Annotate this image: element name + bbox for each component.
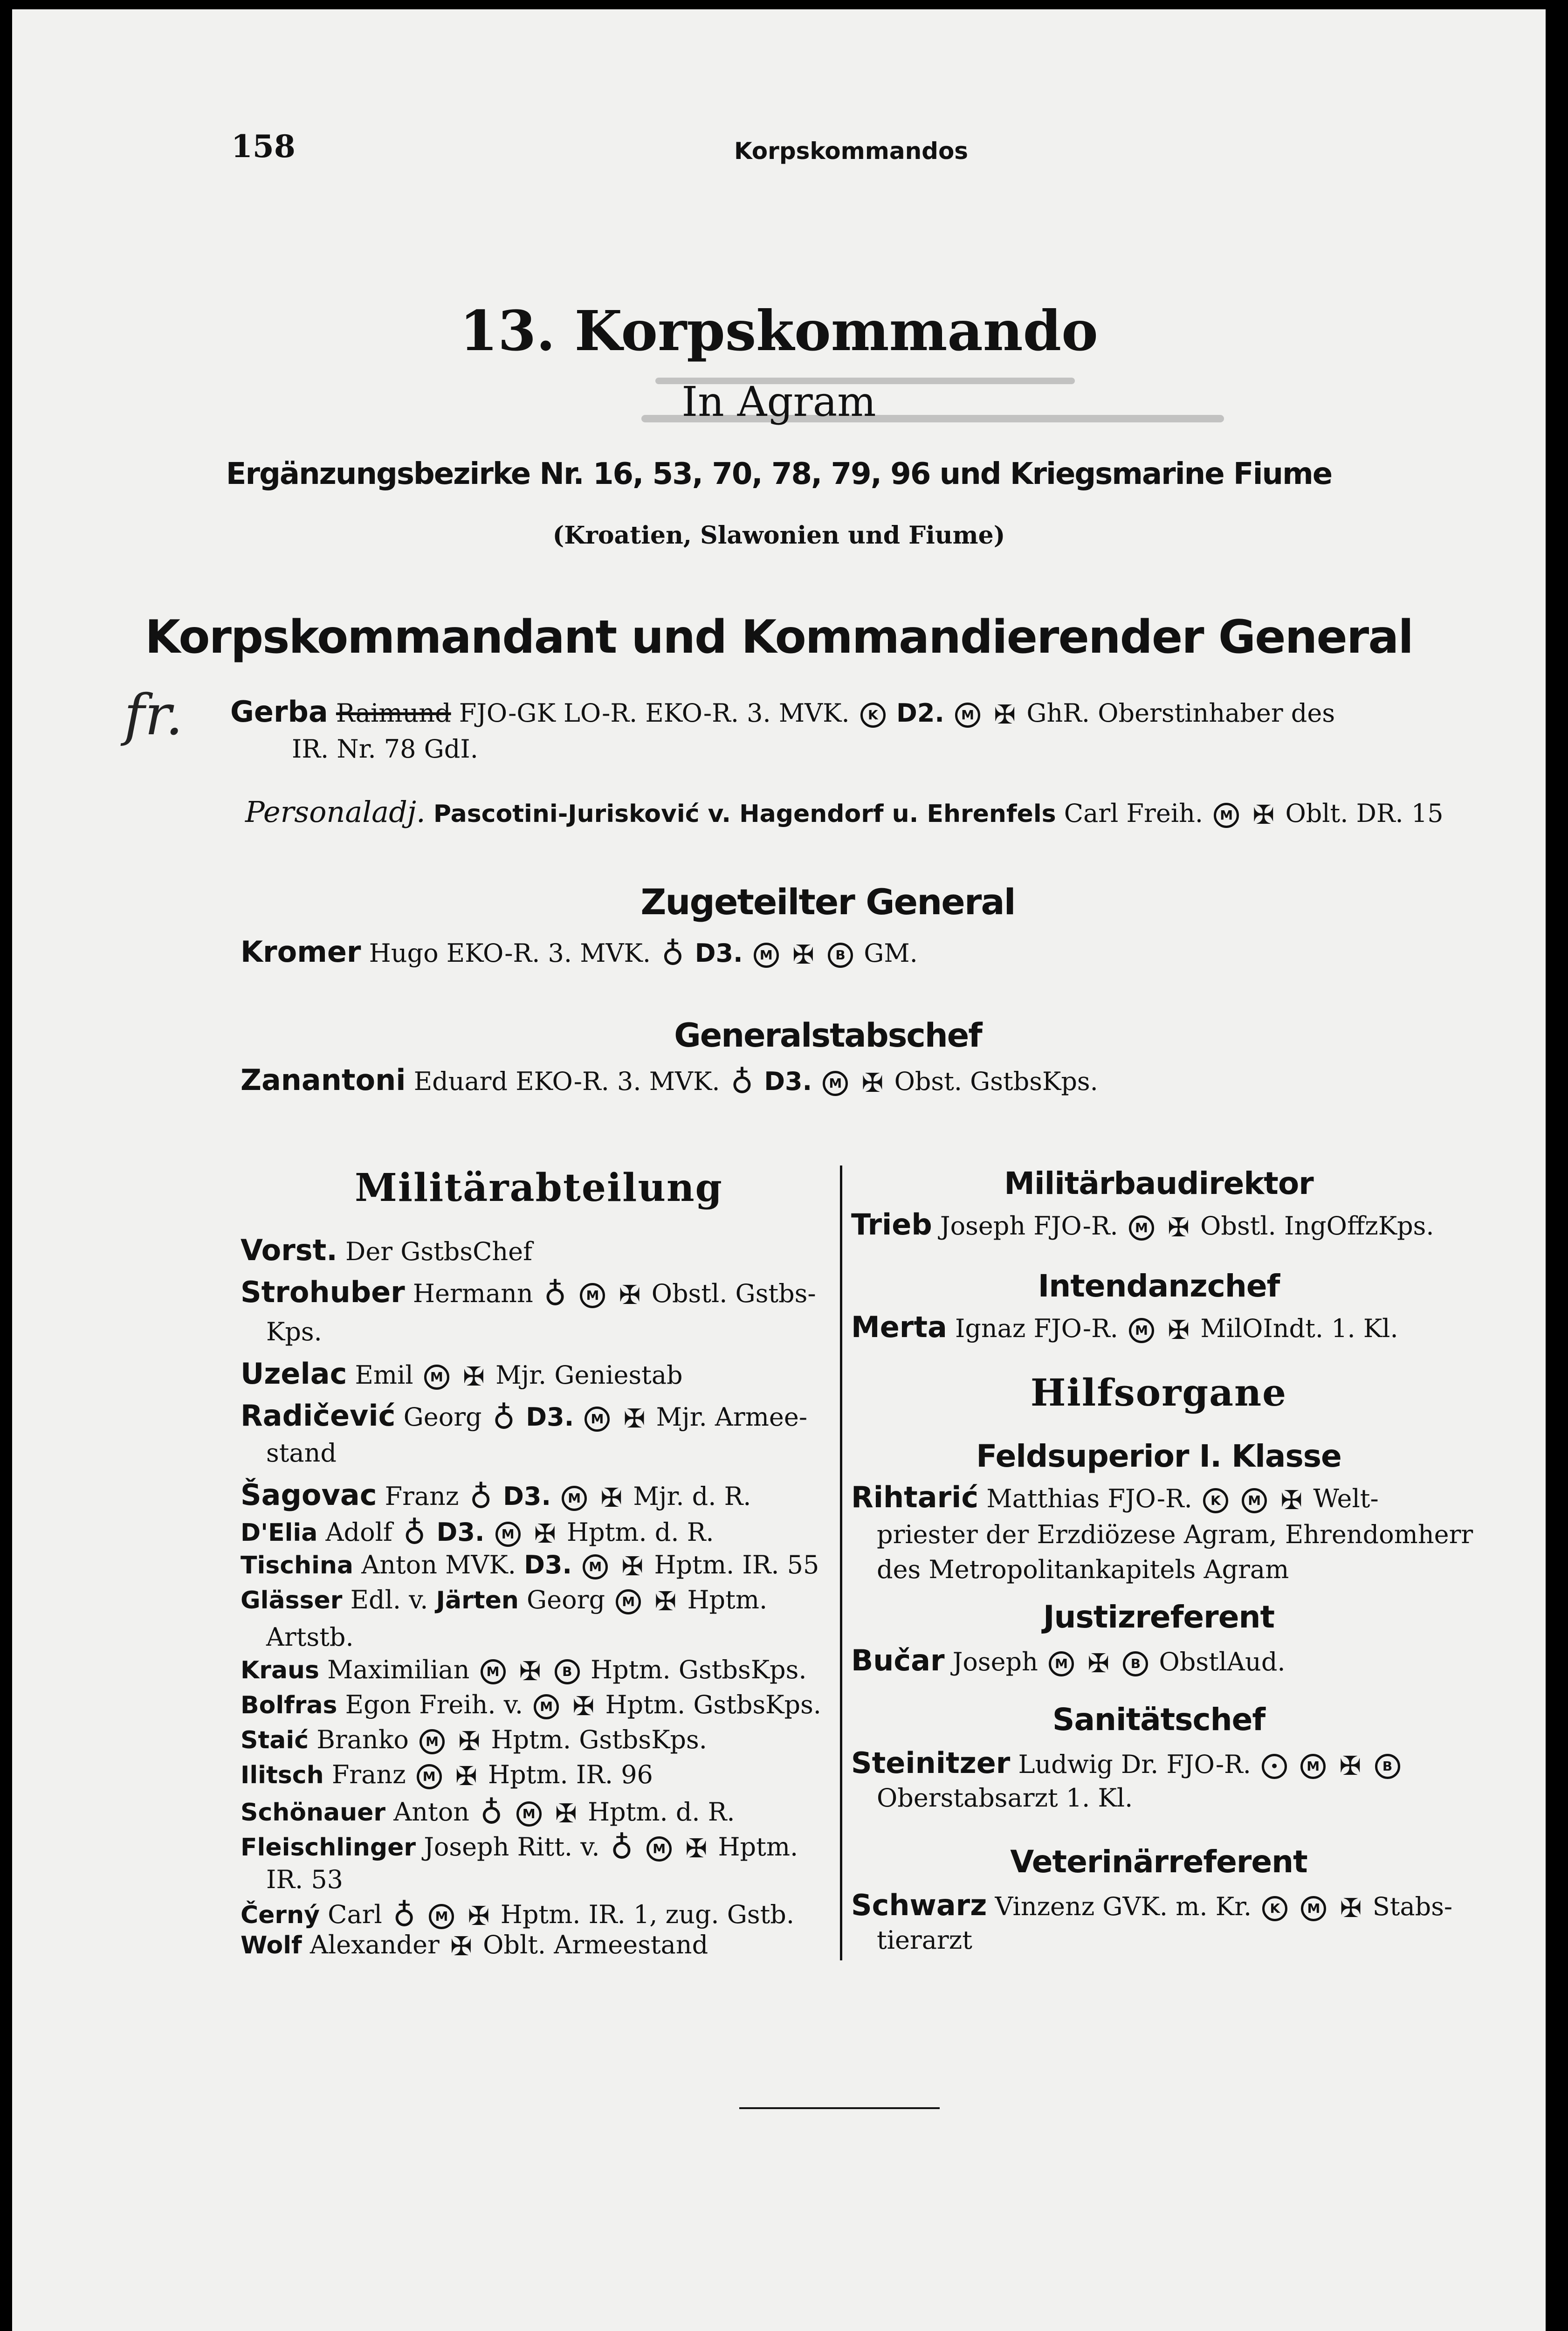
entry-given: Joseph — [424, 1832, 509, 1862]
entry-given: Anton — [393, 1797, 469, 1827]
hilfsorgane-heading: Hilfsorgane — [1030, 1371, 1287, 1414]
entry-name: Fleischlinger — [241, 1834, 416, 1862]
list-item — [241, 1478, 751, 1515]
m-circle-icon: M — [1214, 803, 1239, 828]
m-circle-icon: M — [424, 1365, 449, 1390]
entry-given: Joseph FJO-R. — [940, 1211, 1118, 1241]
cross-icon: ✠ — [450, 1931, 472, 1962]
list-item — [241, 1550, 819, 1582]
entry-rank: Mjr. Armee- — [656, 1402, 808, 1432]
m-circle-icon: M — [1129, 1215, 1154, 1241]
entry-particle: Ritt. v. — [517, 1832, 600, 1862]
m-circle-icon: M — [823, 1071, 848, 1096]
m-circle-icon: M — [481, 1659, 506, 1684]
entry-given: Ludwig Dr. FJO-R. — [1018, 1750, 1251, 1779]
chief-name: Zanantoni — [241, 1063, 406, 1097]
entry-particle: Edl. v. — [350, 1585, 428, 1614]
cross-icon: ✠ — [1280, 1485, 1303, 1516]
entry-rank: Hptm. IR. 1, zug. Gstb. — [500, 1900, 795, 1929]
entry-name: Šagovac — [241, 1478, 377, 1512]
entry-rank: Oblt. Armeestand — [483, 1930, 708, 1959]
list-item — [241, 1233, 532, 1267]
entry-detail: Der GstbsChef — [345, 1237, 533, 1266]
entry-rank: ObstlAud. — [1159, 1647, 1286, 1676]
list-item-cont: priester der Erzdiözese Agram, Ehrendomherr — [877, 1520, 1473, 1549]
general-given: Hugo — [369, 938, 439, 968]
b-circle-icon: B — [1123, 1651, 1148, 1676]
entry-name: Staić — [241, 1726, 309, 1754]
entry-rank: Hptm. d. R. — [566, 1517, 714, 1547]
entry-name: Vorst. — [241, 1233, 337, 1267]
entry-given: Branko — [316, 1725, 409, 1754]
cross-icon: ✠ — [1339, 1751, 1362, 1781]
m-circle-icon: M — [955, 703, 980, 728]
list-item — [241, 1795, 735, 1831]
chief-decorations: EKO-R. 3. MVK. — [516, 1067, 720, 1096]
m-circle-icon: M — [495, 1522, 521, 1547]
list-item — [241, 1690, 821, 1722]
m-circle-icon: M — [1049, 1651, 1074, 1676]
entry-d: D3. — [524, 1550, 572, 1579]
entry-name: Merta — [851, 1310, 947, 1344]
justiz-heading: Justizreferent — [1043, 1599, 1275, 1635]
entry-rank: Hptm. — [718, 1832, 798, 1862]
entry-given: Ignaz FJO-R. — [955, 1314, 1118, 1343]
medal-icon: ♁ — [661, 936, 684, 972]
list-item-cont: IR. 53 — [266, 1865, 344, 1894]
cross-icon: ✠ — [861, 1068, 884, 1098]
list-item — [241, 1930, 708, 1962]
chief-of-staff-entry — [241, 1063, 1098, 1100]
entry-rank: Hptm. GstbsKps. — [605, 1690, 821, 1719]
list-item-cont: Kps. — [266, 1317, 322, 1346]
cross-icon: ✠ — [572, 1691, 595, 1722]
list-item — [241, 1830, 798, 1866]
cross-icon: ✠ — [623, 1404, 646, 1434]
entry-name: Černý — [241, 1901, 320, 1929]
margin-note: fr. — [124, 683, 183, 748]
cross-icon: ✠ — [1340, 1893, 1362, 1924]
recruitment-districts: Ergänzungsbezirke Nr. 16, 53, 70, 78, 79, 96 und Kriegsmarine Fiume — [226, 457, 1332, 491]
commander-d: D2. — [896, 698, 944, 728]
entry-name: Radičević — [241, 1399, 396, 1433]
medal-icon: ♁ — [469, 1479, 492, 1515]
general-d: D3. — [695, 938, 743, 968]
b-circle-icon: B — [1375, 1754, 1400, 1779]
m-circle-icon: M — [1129, 1318, 1154, 1343]
commander-rank: GhR. Oberstinhaber des — [1026, 698, 1335, 728]
m-circle-icon: M — [420, 1729, 445, 1754]
medal-icon: ♁ — [730, 1064, 754, 1100]
entry-name: Bučar — [851, 1643, 945, 1677]
cross-icon: ✠ — [1252, 800, 1275, 830]
running-title: Korpskommandos — [734, 138, 969, 165]
entry-given: Franz — [331, 1760, 406, 1789]
entry-name: Trieb — [851, 1207, 932, 1241]
m-circle-icon: M — [429, 1904, 454, 1929]
b-circle-icon: B — [555, 1659, 580, 1684]
cross-icon: ✠ — [621, 1552, 644, 1582]
cross-icon: ✠ — [468, 1901, 490, 1931]
cross-icon: ✠ — [600, 1483, 623, 1513]
cross-icon: ✠ — [1087, 1648, 1110, 1679]
cross-icon: ✠ — [458, 1726, 481, 1757]
list-item-cont: tierarzt — [877, 1925, 972, 1955]
entry-name: Ilitsch — [241, 1761, 324, 1789]
cross-icon: ✠ — [455, 1761, 477, 1792]
cross-icon: ✠ — [654, 1586, 677, 1617]
k-circle-icon: K — [1203, 1488, 1228, 1513]
entry-name: Strohuber — [241, 1275, 405, 1309]
entry-name: Kraus — [241, 1656, 319, 1684]
column-divider — [840, 1166, 842, 1960]
medal-icon: ♁ — [610, 1830, 633, 1866]
veterinar-heading: Veterinärreferent — [1010, 1844, 1307, 1880]
entry-rank: Obstl. IngOffzKps. — [1200, 1211, 1434, 1241]
commander-name: Gerba — [230, 695, 328, 729]
assigned-general-heading: Zugeteilter General — [640, 881, 1015, 923]
entry-rank: MilOIndt. 1. Kl. — [1200, 1314, 1398, 1343]
adjutant-given: Carl Freih. — [1064, 799, 1204, 828]
adjutant-rank: Oblt. DR. 15 — [1285, 799, 1444, 828]
entry-name: Bolfras — [241, 1691, 337, 1719]
k-circle-icon: K — [860, 703, 886, 728]
list-item — [241, 1515, 714, 1551]
cross-icon: ✠ — [534, 1519, 556, 1549]
list-item-cont: Oberstabsarzt 1. Kl. — [877, 1783, 1133, 1813]
m-circle-icon: M — [616, 1589, 641, 1614]
list-item — [851, 1310, 1398, 1345]
dot-circle-icon: • — [1262, 1754, 1287, 1779]
adjutant-name: Pascotini-Jurisković v. Hagendorf u. Ehrenfels — [433, 800, 1056, 828]
entry-given: Anton MVK. — [361, 1550, 516, 1579]
entry-given: Maximilian — [327, 1655, 470, 1684]
medal-icon: ♁ — [543, 1276, 567, 1312]
entry-given: Emil — [355, 1360, 413, 1390]
entry-rank: Mjr. d. R. — [633, 1482, 751, 1511]
entry-given: Carl — [328, 1900, 382, 1929]
sanitat-heading: Sanitätschef — [1052, 1702, 1265, 1738]
entry-name: Schönauer — [241, 1799, 386, 1827]
cross-icon: ✠ — [685, 1834, 708, 1864]
commander-entry-cont: IR. Nr. 78 GdI. — [292, 734, 478, 764]
entry-rank: Mjr. Geniestab — [495, 1360, 683, 1390]
entry-name: Glässer — [241, 1586, 343, 1614]
entry-rank: Hptm. — [687, 1585, 768, 1614]
entry-given: Vinzenz GVK. m. Kr. — [995, 1892, 1252, 1921]
bottom-rule — [739, 2107, 940, 2109]
commander-entry — [230, 695, 1335, 730]
entry-given: Adolf — [325, 1517, 392, 1547]
page-title: 13. Korpskommando — [460, 298, 1098, 363]
general-decorations: EKO-R. 3. MVK. — [446, 938, 651, 968]
entry-rank: Hptm. GstbsKps. — [491, 1725, 707, 1754]
list-item — [241, 1357, 683, 1392]
m-circle-icon: M — [417, 1764, 442, 1789]
intendanz-heading: Intendanzchef — [1038, 1268, 1280, 1304]
commander-decorations: FJO-GK LO-R. EKO-R. 3. MVK. — [459, 698, 850, 728]
list-item — [241, 1585, 767, 1617]
commander-struck-name: Raimund — [336, 698, 451, 728]
entry-d: D3. — [526, 1402, 574, 1432]
baudirektor-heading: Militärbaudirektor — [1004, 1166, 1314, 1201]
entry-name: Uzelac — [241, 1357, 347, 1391]
cross-icon: ✠ — [1168, 1213, 1190, 1243]
feldsuperior-heading: Feldsuperior I. Klasse — [976, 1438, 1341, 1474]
entry-d: D3. — [503, 1482, 551, 1511]
m-circle-icon: M — [1301, 1896, 1326, 1921]
list-item — [241, 1760, 653, 1792]
chief-of-staff-heading: Generalstabschef — [674, 1016, 982, 1055]
entry-given: Georg — [403, 1402, 482, 1432]
regions-note: (Kroatien, Slawonien und Fiume) — [552, 521, 1005, 550]
m-circle-icon: M — [562, 1486, 587, 1511]
entry-given: Franz — [385, 1482, 459, 1511]
entry-name: Steinitzer — [851, 1746, 1011, 1780]
entry-rank: Hptm. IR. 96 — [488, 1760, 653, 1789]
m-circle-icon: M — [580, 1283, 605, 1308]
adjutant-label: Personaladj. — [245, 795, 426, 829]
entry-name: Rihtarić — [851, 1480, 979, 1514]
list-item — [241, 1725, 707, 1757]
m-circle-icon: M — [1300, 1754, 1326, 1779]
medal-icon: ♁ — [480, 1795, 503, 1831]
list-item — [241, 1275, 816, 1312]
m-circle-icon: M — [646, 1836, 672, 1862]
general-name: Kromer — [241, 935, 361, 969]
entry-name: Schwarz — [851, 1888, 987, 1922]
list-item-cont: stand — [266, 1438, 337, 1468]
left-column-heading: Militärabteilung — [355, 1166, 723, 1210]
entry-given: Egon Freih. v. — [345, 1690, 523, 1719]
cross-icon: ✠ — [994, 700, 1016, 730]
entry-rank: Hptm. IR. 55 — [654, 1550, 819, 1579]
list-item — [851, 1643, 1286, 1679]
m-circle-icon: M — [585, 1407, 610, 1432]
chief-given: Eduard — [413, 1067, 508, 1096]
entry-given: Alexander — [309, 1930, 440, 1959]
entry-name: Tischina — [241, 1552, 354, 1579]
k-circle-icon: K — [1262, 1896, 1287, 1921]
list-item-cont: des Metropolitankapitels Agram — [877, 1555, 1289, 1584]
b-circle-icon: B — [828, 943, 853, 968]
entry-rank: Hptm. GstbsKps. — [590, 1655, 807, 1684]
entry-name: Wolf — [241, 1931, 302, 1959]
cross-icon: ✠ — [1168, 1315, 1190, 1345]
entry-rank: Welt- — [1313, 1484, 1379, 1513]
m-circle-icon: M — [534, 1694, 559, 1719]
entry-rank: Obstl. Gstbs- — [651, 1279, 816, 1308]
cross-icon: ✠ — [463, 1362, 485, 1392]
m-circle-icon: M — [516, 1801, 542, 1827]
entry-rank: Hptm. d. R. — [587, 1797, 735, 1827]
entry-given: Matthias FJO-R. — [986, 1484, 1192, 1513]
entry-rank: Stabs- — [1372, 1892, 1453, 1921]
medal-icon: ♁ — [392, 1897, 416, 1933]
entry-given: Joseph — [952, 1647, 1038, 1676]
general-rank: GM. — [864, 938, 918, 968]
cross-icon: ✠ — [555, 1799, 577, 1829]
entry-given: Georg — [527, 1585, 605, 1614]
entry-d: D3. — [436, 1517, 485, 1547]
list-item — [851, 1888, 1452, 1924]
cross-icon: ✠ — [519, 1656, 541, 1687]
cross-icon: ✠ — [792, 940, 814, 970]
list-item — [851, 1207, 1434, 1243]
list-item — [241, 1655, 807, 1687]
scanned-page — [12, 9, 1546, 2331]
personal-adjutant — [245, 795, 1444, 830]
medal-icon: ♁ — [492, 1400, 516, 1436]
assigned-general-entry — [241, 935, 918, 972]
m-circle-icon: M — [754, 943, 779, 968]
entry-name: D'Elia — [241, 1519, 318, 1547]
commander-heading: Korpskommandant und Kommandierender General — [145, 611, 1413, 664]
cross-icon: ✠ — [619, 1280, 641, 1310]
m-circle-icon: M — [583, 1554, 608, 1579]
chief-rank: Obst. GstbsKps. — [894, 1067, 1098, 1096]
list-item — [851, 1746, 1403, 1781]
entry-given: Hermann — [413, 1279, 533, 1308]
list-item-cont: Artstb. — [266, 1622, 354, 1652]
entry-name-2: Järten — [436, 1586, 519, 1614]
medal-icon: ♁ — [403, 1515, 426, 1551]
chief-d: D3. — [764, 1067, 812, 1096]
location-subtitle: In Agram — [681, 378, 876, 426]
list-item — [241, 1897, 794, 1933]
page-number: 158 — [231, 128, 296, 165]
list-item — [851, 1480, 1379, 1516]
m-circle-icon: M — [1242, 1488, 1267, 1513]
list-item — [241, 1399, 807, 1436]
